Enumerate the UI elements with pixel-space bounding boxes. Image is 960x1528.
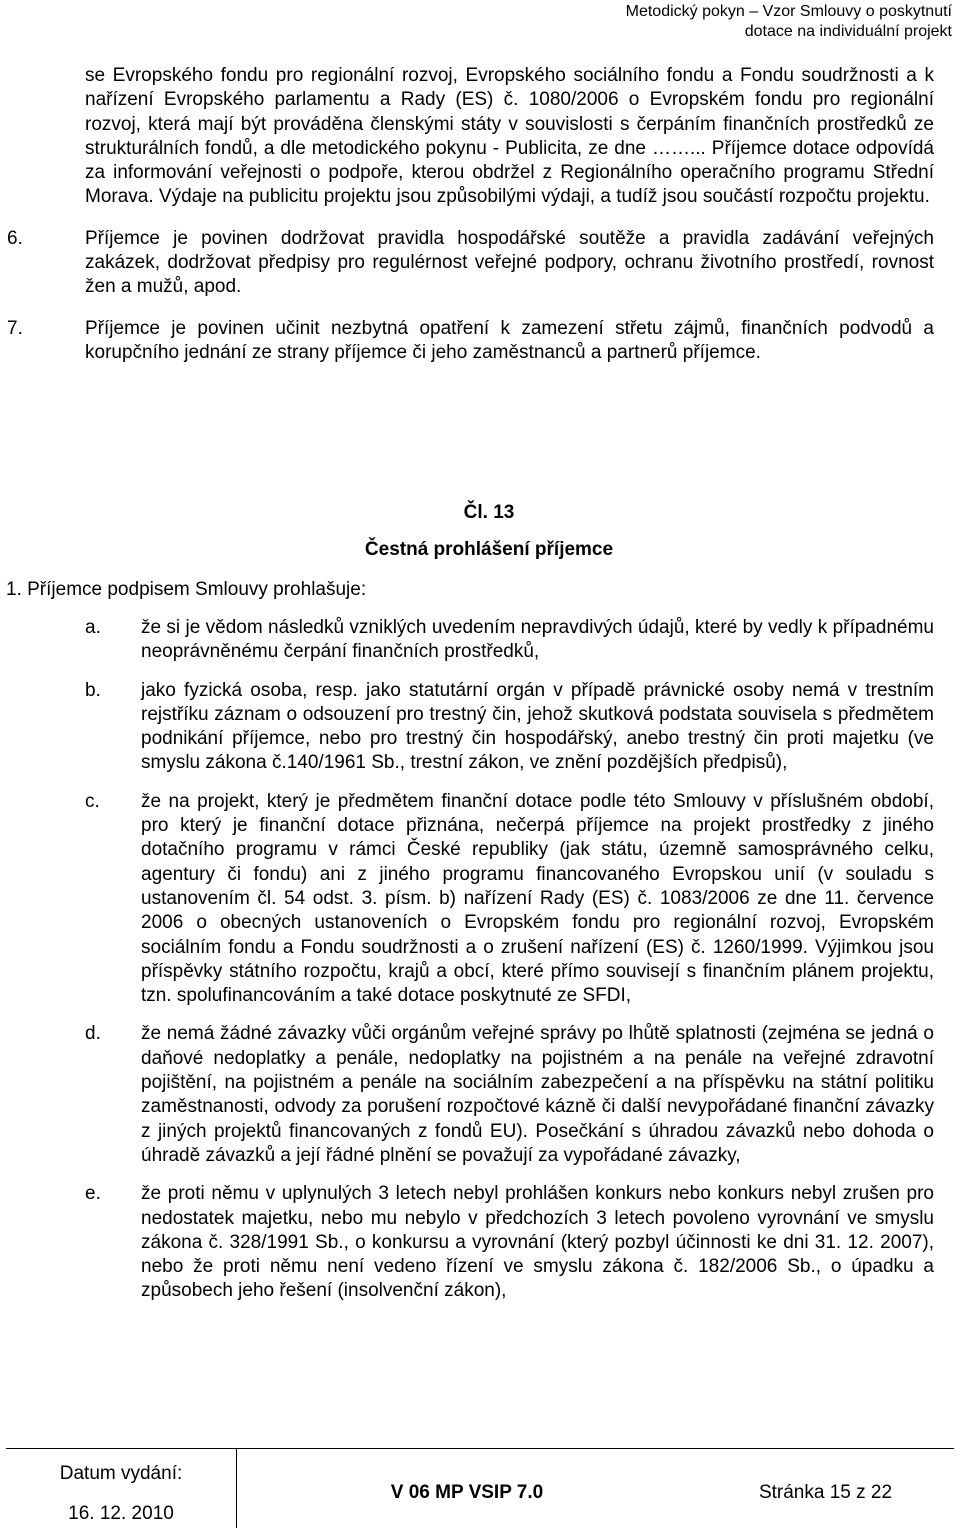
list-item — [85, 790, 934, 1009]
continuation-paragraph: se Evropského fondu pro regionální rozvoj, Evropského sociálního fondu a Fondu soudržnosti a k nařízení Evropského parlamentu a Rady (ES) č. 1080/2006 o Evropském fondu pro regionální rozvoj, která mají být prováděna členskými státy v souvislosti s čerpáním finančních prostředků ze strukturálních fondů, a dle metodického pokynu - Publicita, ze dne ……... Příjemce dotace odpovídá za informování veřejnosti o podpoře, kterou obdržel z Regionálního operačního programu Střední Morava. Výdaje na publicitu projektu jsou způsobilými výdaji, a tudíž jsou součástí rozpočtu projektu. — [85, 65, 934, 208]
footer-code-cell — [237, 1449, 697, 1528]
list-item — [85, 1022, 934, 1168]
list-letter: c. — [85, 790, 100, 812]
list-letter: a. — [85, 617, 101, 638]
footer-date-label: Datum vydání: — [59, 1463, 183, 1484]
page-header — [626, 2, 952, 42]
list-item — [85, 1182, 934, 1303]
page-footer — [6, 1448, 954, 1528]
footer-document-code: V 06 MP VSIP 7.0 — [390, 1482, 544, 1503]
declaration-list — [85, 616, 934, 1318]
declaration-intro: 1. Příjemce podpisem Smlouvy prohlašuje: — [6, 579, 367, 600]
numbered-item-7 — [7, 317, 934, 366]
article-title: Čestná prohlášení příjemce — [364, 539, 614, 560]
list-text: že nemá žádné závazky vůči orgánům veřejné správy po lhůtě splatnosti (zejména se jedná o daňové nedoplatky a penále, nedoplatky na pojistném a na penále na veřejné zdravotní pojištění, na pojistném a penále na sociálním zabezpečení a na příspěvku na státní politiku zaměstnanosti, odvody za porušení rozpočtové kázně či další nevypořádané finanční závazky z jiných projektů financovaných z fondů EU). Posečkání s úhradou závazků nebo dohoda o úhradě závazků a její řádné plnění se považují za vypořádané závazky, — [141, 1023, 934, 1166]
list-text: že na projekt, který je předmětem finanční dotace podle této Smlouvy v příslušném období, pro který je finanční dotace přiznána, nečerpá příjemce na projekt prostředky z jiného dotačního programu v rámci České republiky (jak státu, územně samosprávného celku, agentury či fondu) ani z jiného programu financovaného Evropskou unií (v souladu s ustanovením čl. 54 odst. 3. písm. b) nařízení Rady (ES) č. 1083/2006 ze dne 11. července 2006 o obecných ustanoveních o Evropském fondu pro regionální rozvoj, Evropském sociálním fondu a Fondu soudržnosti a o zrušení nařízení (ES) č. 1260/1999. Výjimkou jsou příspěvky státního rozpočtu, krajů a obcí, které přímo souvisejí s finančním plánem projektu, tzn. spolufinancováním a také dotace poskytnuté ze SFDI, — [141, 790, 934, 1007]
list-text: jako fyzická osoba, resp. jako statutární orgán v případě právnické osoby nemá v trestním rejstříku záznam o odsouzení pro trestný čin, jehož skutková podstata souvisela s předmětem podnikání příjemce, nebo pro trestný čin hospodářský, anebo trestný čin proti majetku (ve smyslu zákona č.140/1961 Sb., trestní zákon, ve znění pozdějších předpisů), — [141, 679, 934, 774]
item-text: Příjemce je povinen učinit nezbytná opatření k zamezení střetu zájmů, finančních podvodů a korupčního jednání ze strany příjemce či jeho zaměstnanců a partnerů příjemce. — [85, 317, 934, 363]
item-number: 6. — [7, 227, 23, 249]
list-letter: e. — [85, 1183, 101, 1205]
list-text: že si je vědom následků vzniklých uvedením nepravdivých údajů, které by vedly k případnému neoprávněnému čerpání finančních prostředků, — [141, 617, 934, 663]
footer-date: 16. 12. 2010 — [68, 1503, 174, 1524]
numbered-item-6 — [7, 227, 934, 300]
list-item — [85, 679, 934, 776]
item-text: Příjemce je povinen dodržovat pravidla hospodářské soutěže a pravidla zadávání veřejných zakázek, dodržovat předpisy pro regulérnost veřejné podpory, ochranu životního prostředí, rovnost žen a mužů, apod. — [85, 227, 934, 298]
document-body — [7, 64, 934, 365]
list-letter: b. — [85, 679, 101, 701]
list-text: že proti němu v uplynulých 3 letech nebyl prohlášen konkurs nebo konkurs nebyl zrušen pro nedostatek majetku, nebo mu nebylo v předchozích 3 letech povoleno vyrovnání ve smyslu zákona č. 328/1991 Sb., o konkursu a vyrovnání (který pozbyl účinnosti ke dni 31. 12. 2007), nebo že proti němu není vedeno řízení ve smyslu zákona č. 182/2006 Sb., o úpadku a způsobech jeho řešení (insolvenční zákon), — [141, 1183, 934, 1302]
list-item — [85, 616, 934, 665]
item-number: 7. — [7, 317, 23, 339]
article-number: Čl. 13 — [463, 502, 515, 523]
header-line-1: Metodický pokyn – Vzor Smlouvy o poskytnutí — [625, 3, 952, 20]
header-line-2: dotace na individuální projekt — [744, 23, 952, 40]
footer-page-cell — [697, 1449, 954, 1528]
footer-page-number: Stránka 15 z 22 — [758, 1482, 893, 1503]
footer-date-cell — [6, 1449, 237, 1528]
list-letter: d. — [85, 1023, 101, 1045]
